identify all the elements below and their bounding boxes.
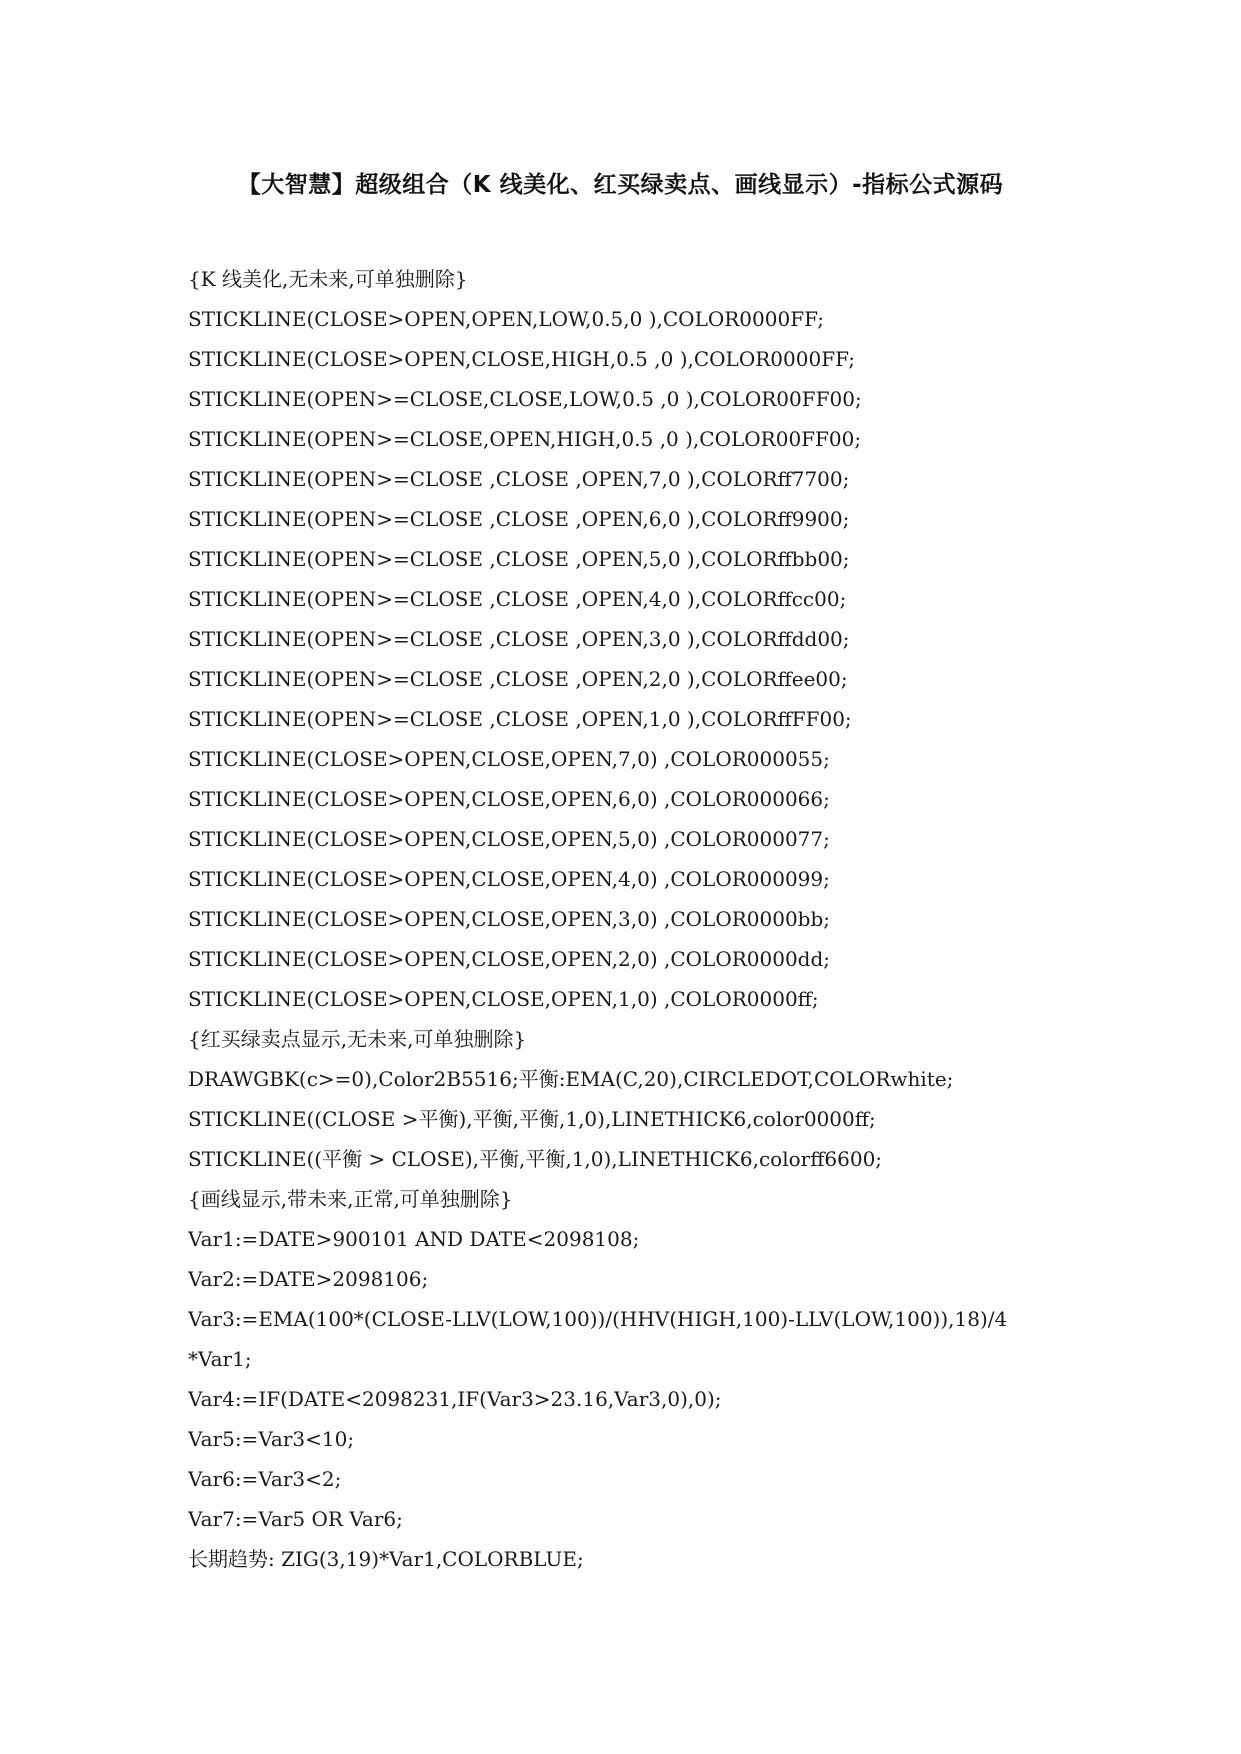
code-line: STICKLINE(OPEN>=CLOSE ,CLOSE ,OPEN,1,0 ),COLORffFF00;	[188, 707, 852, 731]
code-line: STICKLINE(CLOSE>OPEN,CLOSE,OPEN,5,0) ,COLOR000077;	[188, 827, 830, 851]
code-line: 长期趋势: ZIG(3,19)*Var1,COLORBLUE;	[188, 1547, 584, 1571]
code-line: STICKLINE(OPEN>=CLOSE ,CLOSE ,OPEN,5,0 ),COLORffbb00;	[188, 547, 850, 571]
code-line: {K 线美化,无未来,可单独删除}	[188, 267, 468, 291]
code-line: STICKLINE(CLOSE>OPEN,CLOSE,OPEN,3,0) ,COLOR0000bb;	[188, 907, 831, 931]
code-line: Var6:=Var3<2;	[188, 1467, 342, 1491]
code-line: STICKLINE((平衡 > CLOSE),平衡,平衡,1,0),LINETHICK6,colorff6600;	[188, 1147, 883, 1171]
code-line: {画线显示,带未来,正常,可单独删除}	[188, 1187, 513, 1211]
code-line: {红买绿卖点显示,无未来,可单独删除}	[188, 1027, 527, 1051]
code-line: STICKLINE(CLOSE>OPEN,CLOSE,OPEN,1,0) ,COLOR0000ff;	[188, 987, 819, 1011]
code-line: Var4:=IF(DATE<2098231,IF(Var3>23.16,Var3,0),0);	[188, 1387, 722, 1411]
code-line: Var2:=DATE>2098106;	[188, 1267, 429, 1291]
code-line: STICKLINE(OPEN>=CLOSE ,CLOSE ,OPEN,7,0 ),COLORff7700;	[188, 467, 850, 491]
code-line: STICKLINE(CLOSE>OPEN,CLOSE,OPEN,2,0) ,COLOR0000dd;	[188, 947, 831, 971]
document-title: 【大智慧】超级组合（K 线美化、红买绿卖点、画线显示）-指标公式源码	[237, 172, 1004, 198]
code-line: STICKLINE(OPEN>=CLOSE ,CLOSE ,OPEN,6,0 ),COLORff9900;	[188, 507, 850, 531]
code-line: STICKLINE(CLOSE>OPEN,CLOSE,OPEN,4,0) ,COLOR000099;	[188, 867, 830, 891]
code-line: STICKLINE((CLOSE >平衡),平衡,平衡,1,0),LINETHICK6,color0000ff;	[188, 1107, 876, 1131]
code-line: Var7:=Var5 OR Var6;	[188, 1507, 403, 1531]
code-line: DRAWGBK(c>=0),Color2B5516;平衡:EMA(C,20),CIRCLEDOT,COLORwhite;	[188, 1067, 954, 1091]
code-line: STICKLINE(OPEN>=CLOSE ,CLOSE ,OPEN,3,0 ),COLORffdd00;	[188, 627, 850, 651]
code-line: Var5:=Var3<10;	[188, 1427, 355, 1451]
code-line: STICKLINE(OPEN>=CLOSE,OPEN,HIGH,0.5 ,0 ),COLOR00FF00;	[188, 427, 862, 451]
code-line: Var3:=EMA(100*(CLOSE-LLV(LOW,100))/(HHV(HIGH,100)-LLV(LOW,100)),18)/4	[188, 1307, 1008, 1331]
code-line: Var1:=DATE>900101 AND DATE<2098108;	[188, 1227, 640, 1251]
code-line: STICKLINE(OPEN>=CLOSE,CLOSE,LOW,0.5 ,0 ),COLOR00FF00;	[188, 387, 862, 411]
code-line: STICKLINE(CLOSE>OPEN,CLOSE,OPEN,7,0) ,COLOR000055;	[188, 747, 830, 771]
formula-code-block	[188, 259, 1068, 1579]
code-line: STICKLINE(OPEN>=CLOSE ,CLOSE ,OPEN,2,0 ),COLORffee00;	[188, 667, 848, 691]
code-line: *Var1;	[188, 1347, 252, 1371]
code-line: STICKLINE(OPEN>=CLOSE ,CLOSE ,OPEN,4,0 ),COLORffcc00;	[188, 587, 847, 611]
code-line: STICKLINE(CLOSE>OPEN,CLOSE,OPEN,6,0) ,COLOR000066;	[188, 787, 830, 811]
code-line: STICKLINE(CLOSE>OPEN,OPEN,LOW,0.5,0 ),COLOR0000FF;	[188, 307, 824, 331]
code-line: STICKLINE(CLOSE>OPEN,CLOSE,HIGH,0.5 ,0 ),COLOR0000FF;	[188, 347, 855, 371]
